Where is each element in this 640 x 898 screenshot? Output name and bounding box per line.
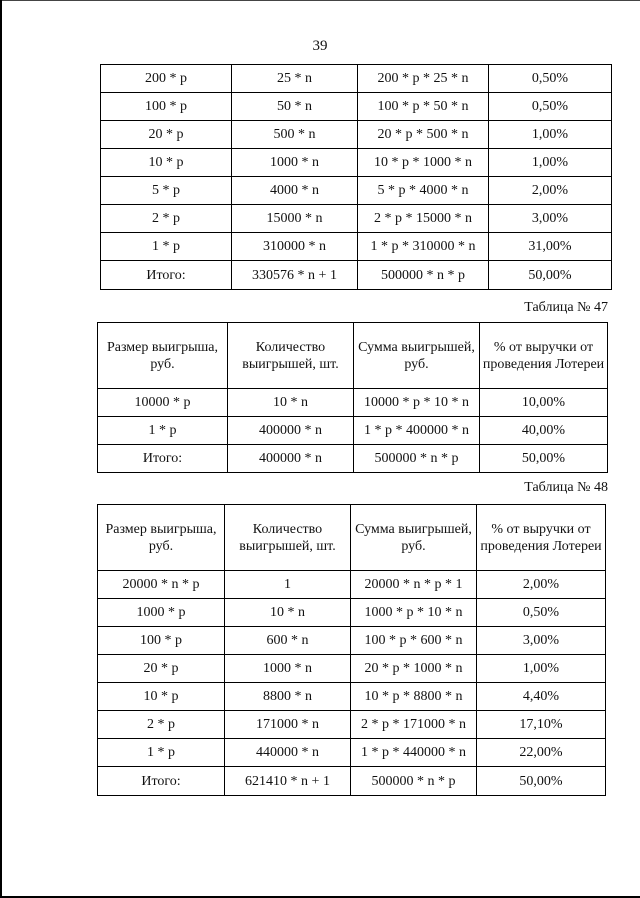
table-cell: 2 * p [101,205,232,233]
column-header-prize-sum: Сумма выигрышей, руб. [354,323,480,389]
scan-border-left [0,0,2,898]
table-row [98,417,608,445]
table-cell: 330576 * n + 1 [232,261,358,290]
table-cell: 20000 * n * p [98,571,225,599]
table-cell: 440000 * n [225,739,351,767]
table-cell: 400000 * n [228,445,354,473]
table-cell: 10 * n [225,599,351,627]
table-cell: 2 * p * 15000 * n [358,205,489,233]
table-cell: 100 * p * 600 * n [351,627,477,655]
table-header-row [98,505,606,571]
column-header-prize-size: Размер выигрыша, руб. [98,323,228,389]
column-header-prize-size: Размер выигрыша, руб. [98,505,225,571]
table-cell: 100 * p * 50 * n [358,93,489,121]
table-row [101,93,612,121]
table-cell: 1 * p * 440000 * n [351,739,477,767]
table-cell: 0,50% [489,93,612,121]
table-cell: 10 * p [101,149,232,177]
table-cell: 1000 * n [225,655,351,683]
table-cell: 22,00% [477,739,606,767]
table-cell: 1 * p [98,739,225,767]
table-row [98,711,606,739]
column-header-revenue-share: % от выручки от проведения Лотереи [477,505,606,571]
table-47-caption: Таблица № 47 [524,300,608,315]
table-cell: 500 * n [232,121,358,149]
table-cell: 3,00% [477,627,606,655]
table-cell: Итого: [101,261,232,290]
prize-table-48 [97,504,606,796]
table-cell: 200 * p * 25 * n [358,65,489,93]
table-cell: 50 * n [232,93,358,121]
prize-table-continued [100,64,612,290]
table-cell: 15000 * n [232,205,358,233]
table-row [101,233,612,261]
table-row [101,121,612,149]
table-cell: 31,00% [489,233,612,261]
table-cell: 20 * p * 1000 * n [351,655,477,683]
table-cell: 10 * n [228,389,354,417]
table-cell: 100 * p [101,93,232,121]
table-cell: 50,00% [477,767,606,796]
table-cell: 1 * p [98,417,228,445]
table-cell: 0,50% [489,65,612,93]
table-cell: 500000 * n * p [351,767,477,796]
table-total-row [98,445,608,473]
table-row [98,627,606,655]
column-header-prize-sum: Сумма выигрышей, руб. [351,505,477,571]
table-cell: Итого: [98,445,228,473]
table-total-row [101,261,612,290]
table-cell: 600 * n [225,627,351,655]
prize-table-47 [97,322,608,473]
table-cell: 4000 * n [232,177,358,205]
table-cell: 50,00% [489,261,612,290]
table-cell: 171000 * n [225,711,351,739]
table-cell: 1 * p [101,233,232,261]
table-cell: 1 * p * 310000 * n [358,233,489,261]
table-cell: 310000 * n [232,233,358,261]
table-row [98,389,608,417]
table-cell: 1000 * n [232,149,358,177]
table-cell: 1000 * p [98,599,225,627]
table-cell: 20 * p [101,121,232,149]
column-header-prize-count: Количество выигрышей, шт. [225,505,351,571]
table-header-row [98,323,608,389]
table-cell: Итого: [98,767,225,796]
page-number: 39 [312,38,328,54]
table-cell: 5 * p [101,177,232,205]
table-row [101,205,612,233]
table-cell: 25 * n [232,65,358,93]
table-cell: 200 * p [101,65,232,93]
table-cell: 10 * p [98,683,225,711]
scan-border-top [0,0,640,1]
table-cell: 500000 * n * p [354,445,480,473]
table-row [101,149,612,177]
table-cell: 1,00% [477,655,606,683]
table-cell: 100 * p [98,627,225,655]
table-total-row [98,767,606,796]
table-cell: 3,00% [489,205,612,233]
table-cell: 2 * p [98,711,225,739]
table-cell: 5 * p * 4000 * n [358,177,489,205]
table-cell: 10 * p * 1000 * n [358,149,489,177]
table-row [98,599,606,627]
column-header-prize-count: Количество выигрышей, шт. [228,323,354,389]
table-cell: 500000 * n * p [358,261,489,290]
table-cell: 400000 * n [228,417,354,445]
table-row [98,683,606,711]
table-row [101,65,612,93]
table-cell: 1 [225,571,351,599]
table-cell: 20 * p * 500 * n [358,121,489,149]
table-cell: 2 * p * 171000 * n [351,711,477,739]
table-cell: 50,00% [480,445,608,473]
table-cell: 2,00% [489,177,612,205]
table-cell: 10,00% [480,389,608,417]
table-cell: 1,00% [489,121,612,149]
column-header-revenue-share: % от выручки от проведения Лотереи [480,323,608,389]
table-row [101,177,612,205]
table-row [98,571,606,599]
table-cell: 621410 * n + 1 [225,767,351,796]
table-cell: 4,40% [477,683,606,711]
table-cell: 1 * p * 400000 * n [354,417,480,445]
table-cell: 8800 * n [225,683,351,711]
table-cell: 20000 * n * p * 1 [351,571,477,599]
table-cell: 40,00% [480,417,608,445]
table-row [98,739,606,767]
table-cell: 1,00% [489,149,612,177]
table-48-caption: Таблица № 48 [524,480,608,495]
table-cell: 10000 * p [98,389,228,417]
table-cell: 2,00% [477,571,606,599]
table-cell: 1000 * p * 10 * n [351,599,477,627]
table-cell: 10 * p * 8800 * n [351,683,477,711]
table-cell: 17,10% [477,711,606,739]
table-cell: 0,50% [477,599,606,627]
table-row [98,655,606,683]
table-cell: 20 * p [98,655,225,683]
table-cell: 10000 * p * 10 * n [354,389,480,417]
